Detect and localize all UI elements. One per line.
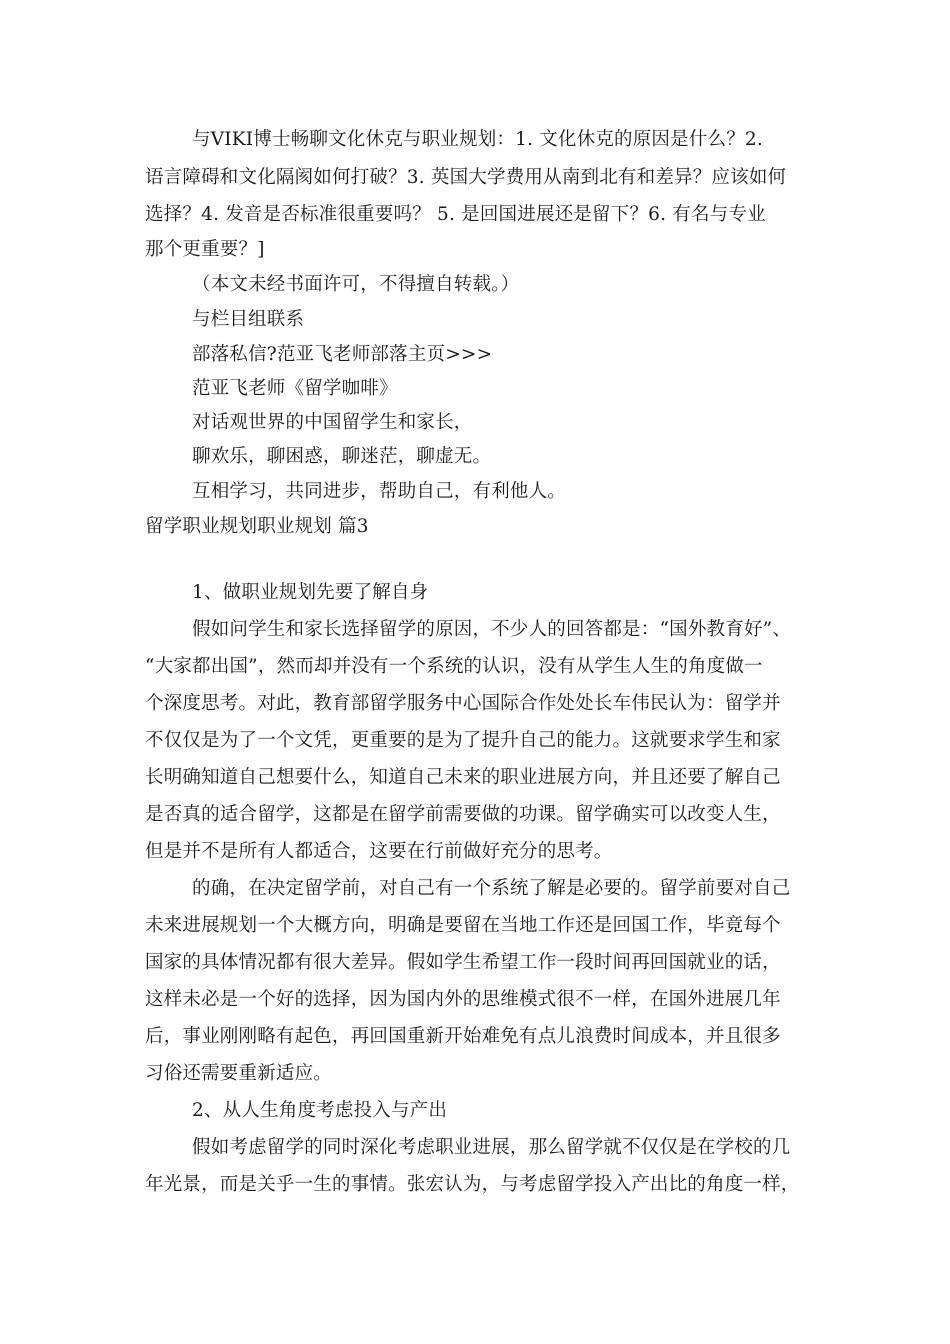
- para1-line: “大家都出国”，然而却并没有一个系统的认识，没有从学生人生的角度做一: [145, 656, 763, 677]
- para1-line: 不仅仅是为了一个文凭，更重要的是为了提升自己的能力。这就要求学生和家: [145, 730, 781, 751]
- heading-1: 1、做职业规划先要了解自身: [192, 582, 429, 603]
- column-desc-line: 聊欢乐，聊困惑，聊迷茫，聊虚无。: [192, 446, 492, 467]
- heading-2: 2、从人生角度考虑投入与产出: [192, 1100, 448, 1121]
- para2-line: 国家的具体情况都有很大差异。假如学生希望工作一段时间再回国就业的话，: [145, 952, 781, 973]
- column-desc-line: 互相学习，共同进步，帮助自己，有利他人。: [192, 481, 567, 502]
- para1-line: 长明确知道自己想要什么，知道自己未来的职业进展方向，并且还要了解自己: [145, 767, 781, 788]
- column-title: 范亚飞老师《留学咖啡》: [192, 378, 398, 399]
- para1-line: 假如问学生和家长选择留学的原因，不少人的回答都是：“国外教育好”、: [192, 619, 792, 640]
- contact-link[interactable]: 部落私信?范亚飞老师部落主页>>>: [192, 344, 493, 365]
- intro-line: 那个更重要？]: [145, 239, 265, 260]
- para1-line: 是否真的适合留学，这都是在留学前需要做的功课。留学确实可以改变人生，: [145, 804, 781, 825]
- copyright-notice: （本文未经书面许可，不得擅自转载。）: [192, 274, 520, 295]
- para3-line: 年光景，而是关乎一生的事情。张宏认为，与考虑留学投入产出比的角度一样，: [145, 1174, 800, 1195]
- para3-line: 假如考虑留学的同时深化考虑职业进展，那么留学就不仅仅是在学校的几: [192, 1137, 791, 1158]
- para2-line: 未来进展规划一个大概方向，明确是要留在当地工作还是回国工作，毕竟每个: [145, 915, 781, 936]
- para1-line: 个深度思考。对此，教育部留学服务中心国际合作处处长车伟民认为：留学并: [145, 693, 781, 714]
- intro-line: 语言障碍和文化隔阂如何打破？3. 英国大学费用从南到北有和差异？应该如何: [145, 167, 787, 188]
- intro-line: 选择？4. 发音是否标准很重要吗？ 5. 是回国进展还是留下？6. 有名与专业: [145, 204, 766, 225]
- section-title: 留学职业规划职业规划 篇3: [145, 516, 369, 537]
- para2-line: 的确，在决定留学前，对自己有一个系统了解是必要的。留学前要对自己: [192, 878, 791, 899]
- para2-line: 后，事业刚刚略有起色，再回国重新开始难免有点儿浪费时间成本，并且很多: [145, 1026, 781, 1047]
- contact-heading: 与栏目组联系: [192, 309, 305, 330]
- para1-line: 但是并不是所有人都适合，这要在行前做好充分的思考。: [145, 841, 613, 862]
- para2-line: 习俗还需要重新适应。: [145, 1063, 333, 1084]
- column-desc-line: 对话观世界的中国留学生和家长，: [192, 412, 473, 433]
- para2-line: 这样未必是一个好的选择，因为国内外的思维模式很不一样，在国外进展几年: [145, 989, 781, 1010]
- intro-line: 与VIKI博士畅聊文化休克与职业规划：1. 文化休克的原因是什么？2.: [192, 129, 763, 150]
